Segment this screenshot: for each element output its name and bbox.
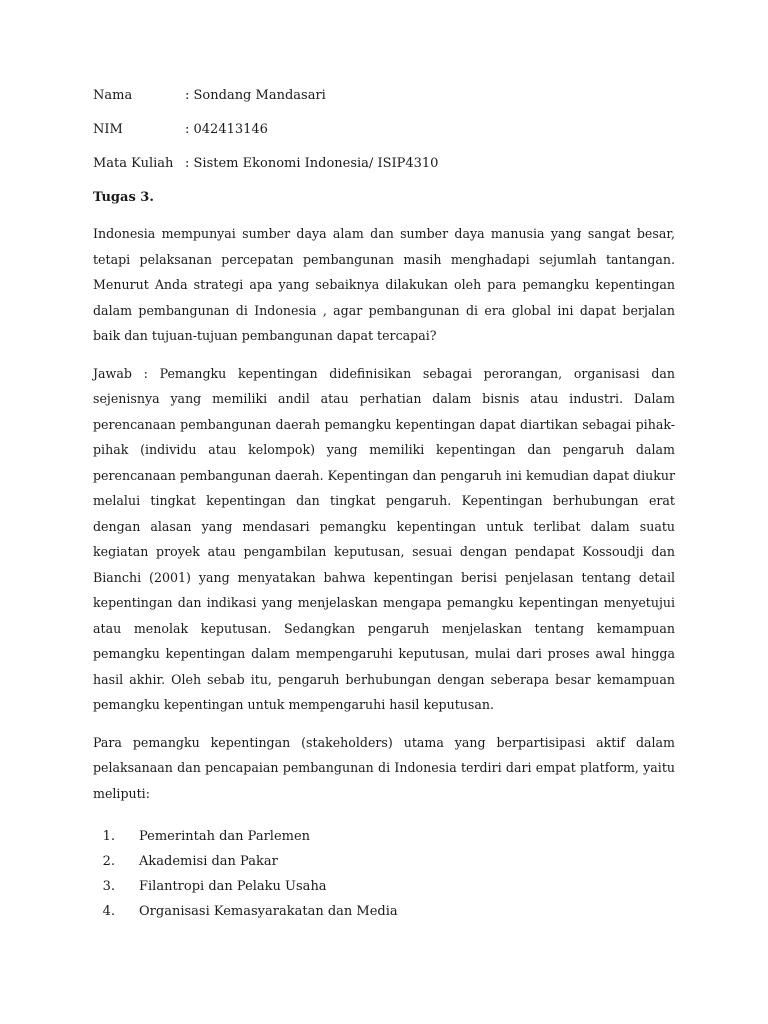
meta-label: NIM (93, 122, 123, 137)
list-item (93, 824, 675, 849)
meta-value: : Sistem Ekonomi Indonesia/ ISIP4310 (185, 156, 439, 171)
list-item (93, 899, 675, 924)
meta-label: Mata Kuliah (93, 156, 174, 171)
meta-value: : 042413146 (185, 122, 268, 137)
list-text: Pemerintah dan Parlemen (139, 829, 311, 844)
list-number: 1. (102, 829, 115, 844)
list-text: Organisasi Kemasyarakatan dan Media (139, 904, 398, 919)
document-page (93, 87, 675, 924)
list-intro-paragraph: Para pemangku kepentingan (stakeholders) utama yang berpartisipasi aktif dalam pelaksanaan dan pencapaian pembangunan di Indonesia terdiri dari empat platform, yaitu meliputi: (93, 734, 675, 801)
list-text: Filantropi dan Pelaku Usaha (139, 879, 327, 894)
list-number: 2. (102, 854, 115, 869)
question-paragraph: Indonesia mempunyai sumber daya alam dan sumber daya manusia yang sangat besar, tetapi pelaksanan percepatan pembangunan masih menghadapi sejumlah tantangan. Menurut Anda strategi apa yang sebaiknya dilakukan oleh para pemangku kepentingan dalam pembangunan di Indonesia , agar pembangunan di era global ini dapat berjalan baik dan tujuan-tujuan pembangunan dapat tercapai? (93, 226, 675, 343)
list-text: Akademisi dan Pakar (139, 854, 278, 869)
stakeholder-list (93, 824, 675, 924)
meta-label: Nama (93, 88, 133, 103)
list-item (93, 849, 675, 874)
meta-value: : Sondang Mandasari (185, 88, 326, 103)
answer-paragraph: Jawab : Pemangku kepentingan didefinisikan sebagai perorangan, organisasi dan sejenisnya yang memiliki andil atau perhatian dalam bisnis atau industri. Dalam perencanaan pembangunan daerah pemangku kepentingan dapat diartikan sebagai pihak-pihak (individu atau kelompok) yang memiliki kepentingan dan pengaruh dalam perencanaan pembangunan daerah. Kepentingan dan pengaruh ini kemudian dapat diukur melalui tingkat kepentingan dan tingkat pengaruh. Kepentingan berhubungan erat dengan alasan yang mendasari pemangku kepentingan untuk terlibat dalam suatu kegiatan proyek atau pengambilan keputusan, sesuai dengan pendapat Kossoudji dan Bianchi (2001) yang menyatakan bahwa kepentingan berisi penjelasan tentang detail kepentingan dan indikasi yang menjelaskan mengapa pemangku kepentingan menyetujui atau menolak keputusan. Sedangkan pengaruh menjelaskan tentang kemampuan pemangku kepentingan dalam mempengaruhi keputusan, mulai dari proses awal hingga hasil akhir. Oleh sebab itu, pengaruh berhubungan dengan seberapa besar kemampuan pemangku kepentingan untuk mempengaruhi hasil keputusan. (93, 365, 675, 712)
list-item (93, 874, 675, 899)
meta-row-nim (93, 121, 675, 155)
task-title: Tugas 3. (93, 190, 154, 205)
meta-row-nama (93, 87, 675, 121)
meta-row-mata-kuliah (93, 155, 675, 189)
list-number: 4. (102, 904, 115, 919)
list-number: 3. (102, 879, 115, 894)
